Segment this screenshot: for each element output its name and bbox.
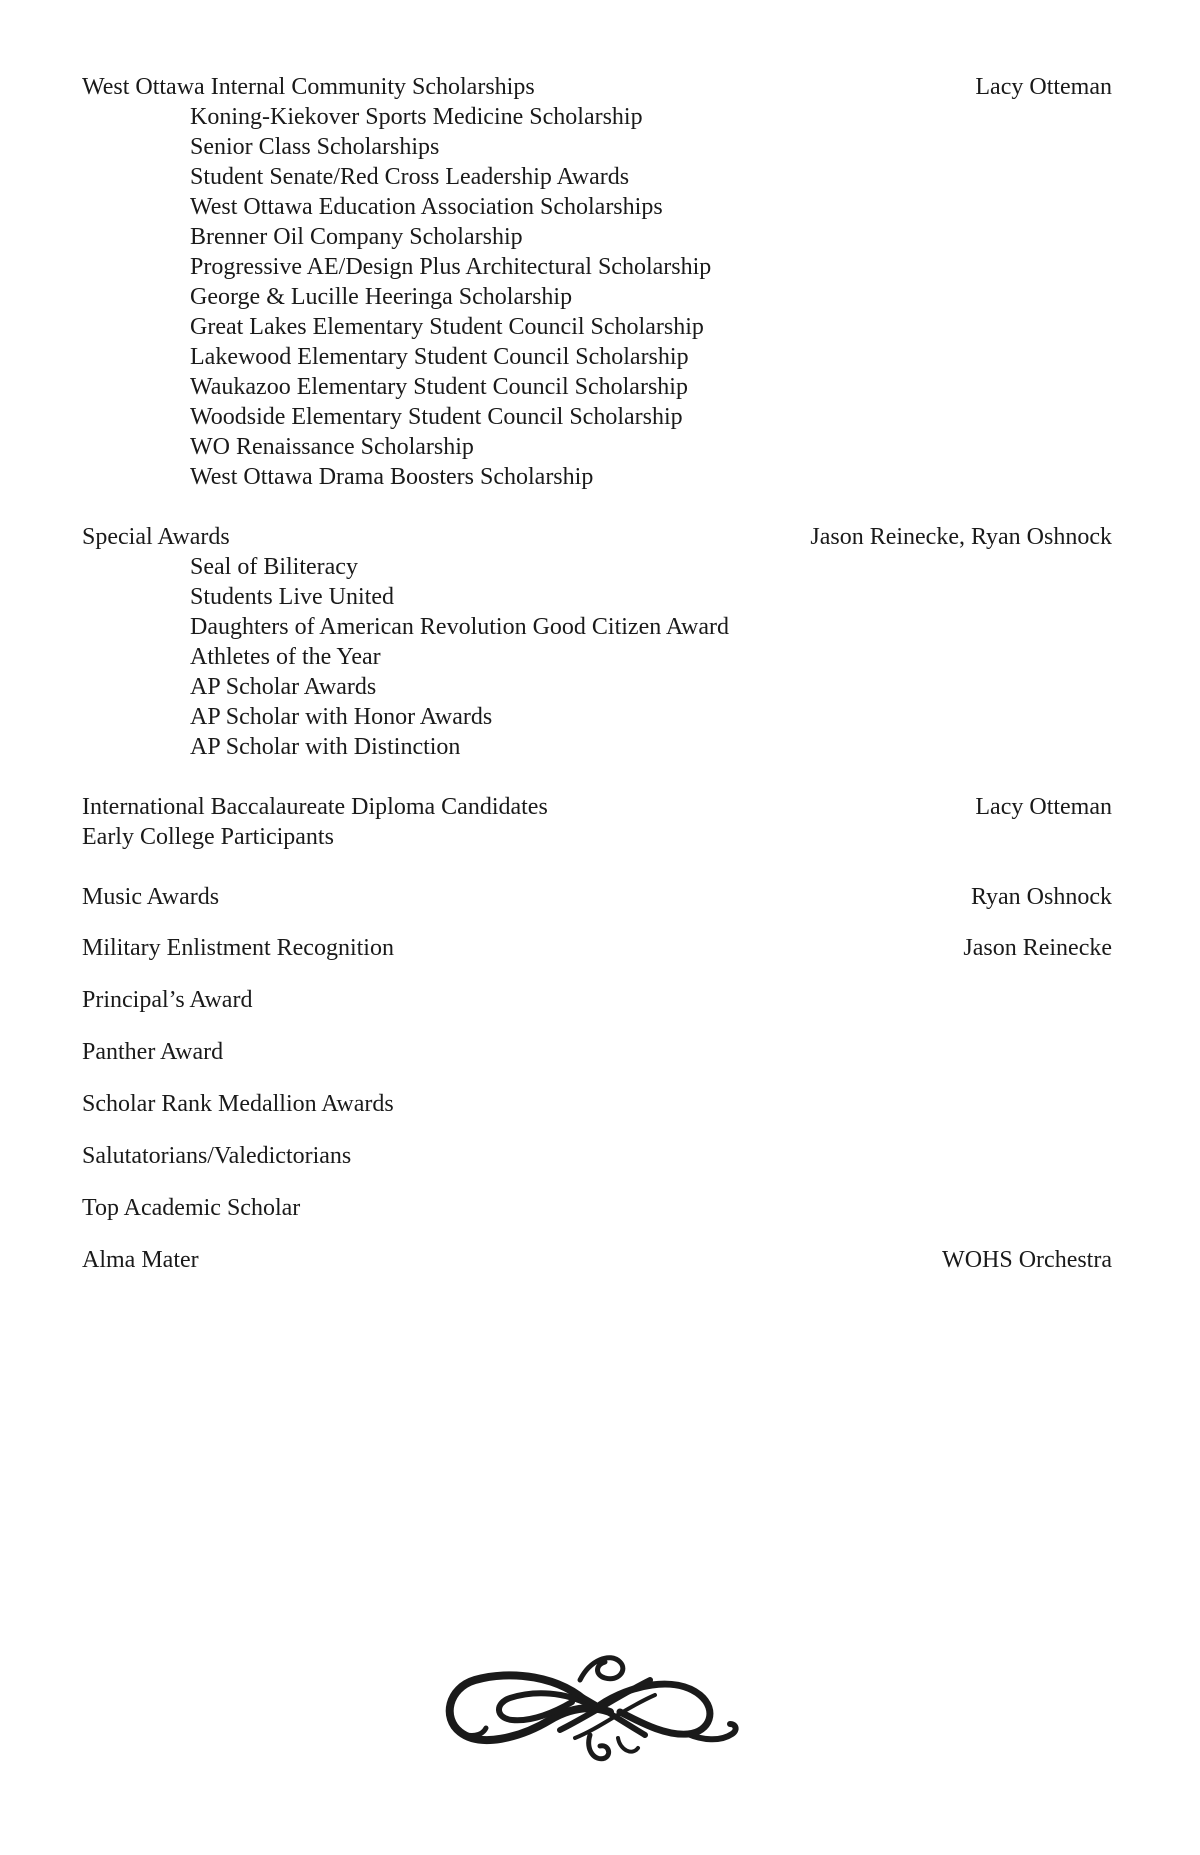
list-item: Waukazoo Elementary Student Council Scholarship (190, 374, 688, 400)
list-item: George & Lucille Heeringa Scholarship (190, 284, 573, 310)
program-page (82, 72, 1112, 1275)
list-item: Brenner Oil Company Scholarship (190, 224, 523, 250)
flourish-ornament-icon (440, 1640, 750, 1770)
list-item: Great Lakes Elementary Student Council Scholarship (190, 314, 704, 340)
section-header (82, 1193, 1112, 1223)
list-item: AP Scholar with Honor Awards (190, 704, 493, 730)
award-list (82, 552, 1112, 762)
section-header (82, 882, 1112, 912)
list-item: Woodside Elementary Student Council Scholarship (190, 404, 683, 430)
section-subtitle: Early College Participants (82, 824, 334, 850)
section-header (82, 1141, 1112, 1171)
section-panther-award (82, 1037, 1112, 1067)
section-scholar-rank (82, 1089, 1112, 1119)
section-presenter: Ryan Oshnock (970, 884, 1112, 910)
section-title: Scholar Rank Medallion Awards (82, 1091, 394, 1117)
section-header (82, 1037, 1112, 1067)
section-header (82, 1089, 1112, 1119)
list-item: Students Live United (190, 584, 394, 610)
section-title: Salutatorians/Valedictorians (82, 1143, 352, 1169)
section-music-awards (82, 882, 1112, 912)
section-ib-diploma (82, 792, 1112, 852)
section-top-scholar (82, 1193, 1112, 1223)
section-subtitle-row (82, 822, 1112, 852)
section-title: Music Awards (82, 884, 220, 910)
list-item: Progressive AE/Design Plus Architectural Scholarship (190, 254, 712, 280)
list-item: Senior Class Scholarships (190, 134, 440, 160)
list-item: West Ottawa Education Association Scholarships (190, 194, 663, 220)
section-header (82, 933, 1112, 963)
section-military-recognition (82, 933, 1112, 963)
list-item: AP Scholar Awards (190, 674, 377, 700)
section-title: West Ottawa Internal Community Scholarships (82, 74, 535, 100)
section-header (82, 522, 1112, 552)
list-item: Koning-Kiekover Sports Medicine Scholarship (190, 104, 643, 130)
award-list (82, 102, 1112, 492)
section-principals-award (82, 985, 1112, 1015)
list-item: Athletes of the Year (190, 644, 381, 670)
section-header (82, 792, 1112, 822)
section-header (82, 72, 1112, 102)
section-title: Military Enlistment Recognition (82, 935, 394, 961)
section-special-awards (82, 522, 1112, 762)
section-internal-scholarships (82, 72, 1112, 492)
list-item: Student Senate/Red Cross Leadership Awards (190, 164, 630, 190)
section-title: Principal’s Award (82, 987, 253, 1013)
list-item: Daughters of American Revolution Good Citizen Award (190, 614, 730, 640)
list-item: WO Renaissance Scholarship (190, 434, 474, 460)
section-header (82, 1245, 1112, 1275)
section-title: Top Academic Scholar (82, 1195, 301, 1221)
section-title: International Baccalaureate Diploma Candidates (82, 794, 548, 820)
section-presenter: WOHS Orchestra (942, 1247, 1112, 1273)
section-presenter: Lacy Otteman (975, 74, 1112, 100)
section-salutatorians (82, 1141, 1112, 1171)
list-item: Seal of Biliteracy (190, 554, 358, 580)
list-item: Lakewood Elementary Student Council Scholarship (190, 344, 689, 370)
list-item: AP Scholar with Distinction (190, 734, 461, 760)
section-title: Alma Mater (82, 1247, 199, 1273)
list-item: West Ottawa Drama Boosters Scholarship (190, 464, 594, 490)
section-header (82, 985, 1112, 1015)
section-presenter: Lacy Otteman (975, 794, 1112, 820)
section-alma-mater (82, 1245, 1112, 1275)
section-title: Special Awards (82, 524, 230, 550)
section-presenter: Jason Reinecke (963, 935, 1112, 961)
section-title: Panther Award (82, 1039, 224, 1065)
section-presenter: Jason Reinecke, Ryan Oshnock (810, 524, 1112, 550)
